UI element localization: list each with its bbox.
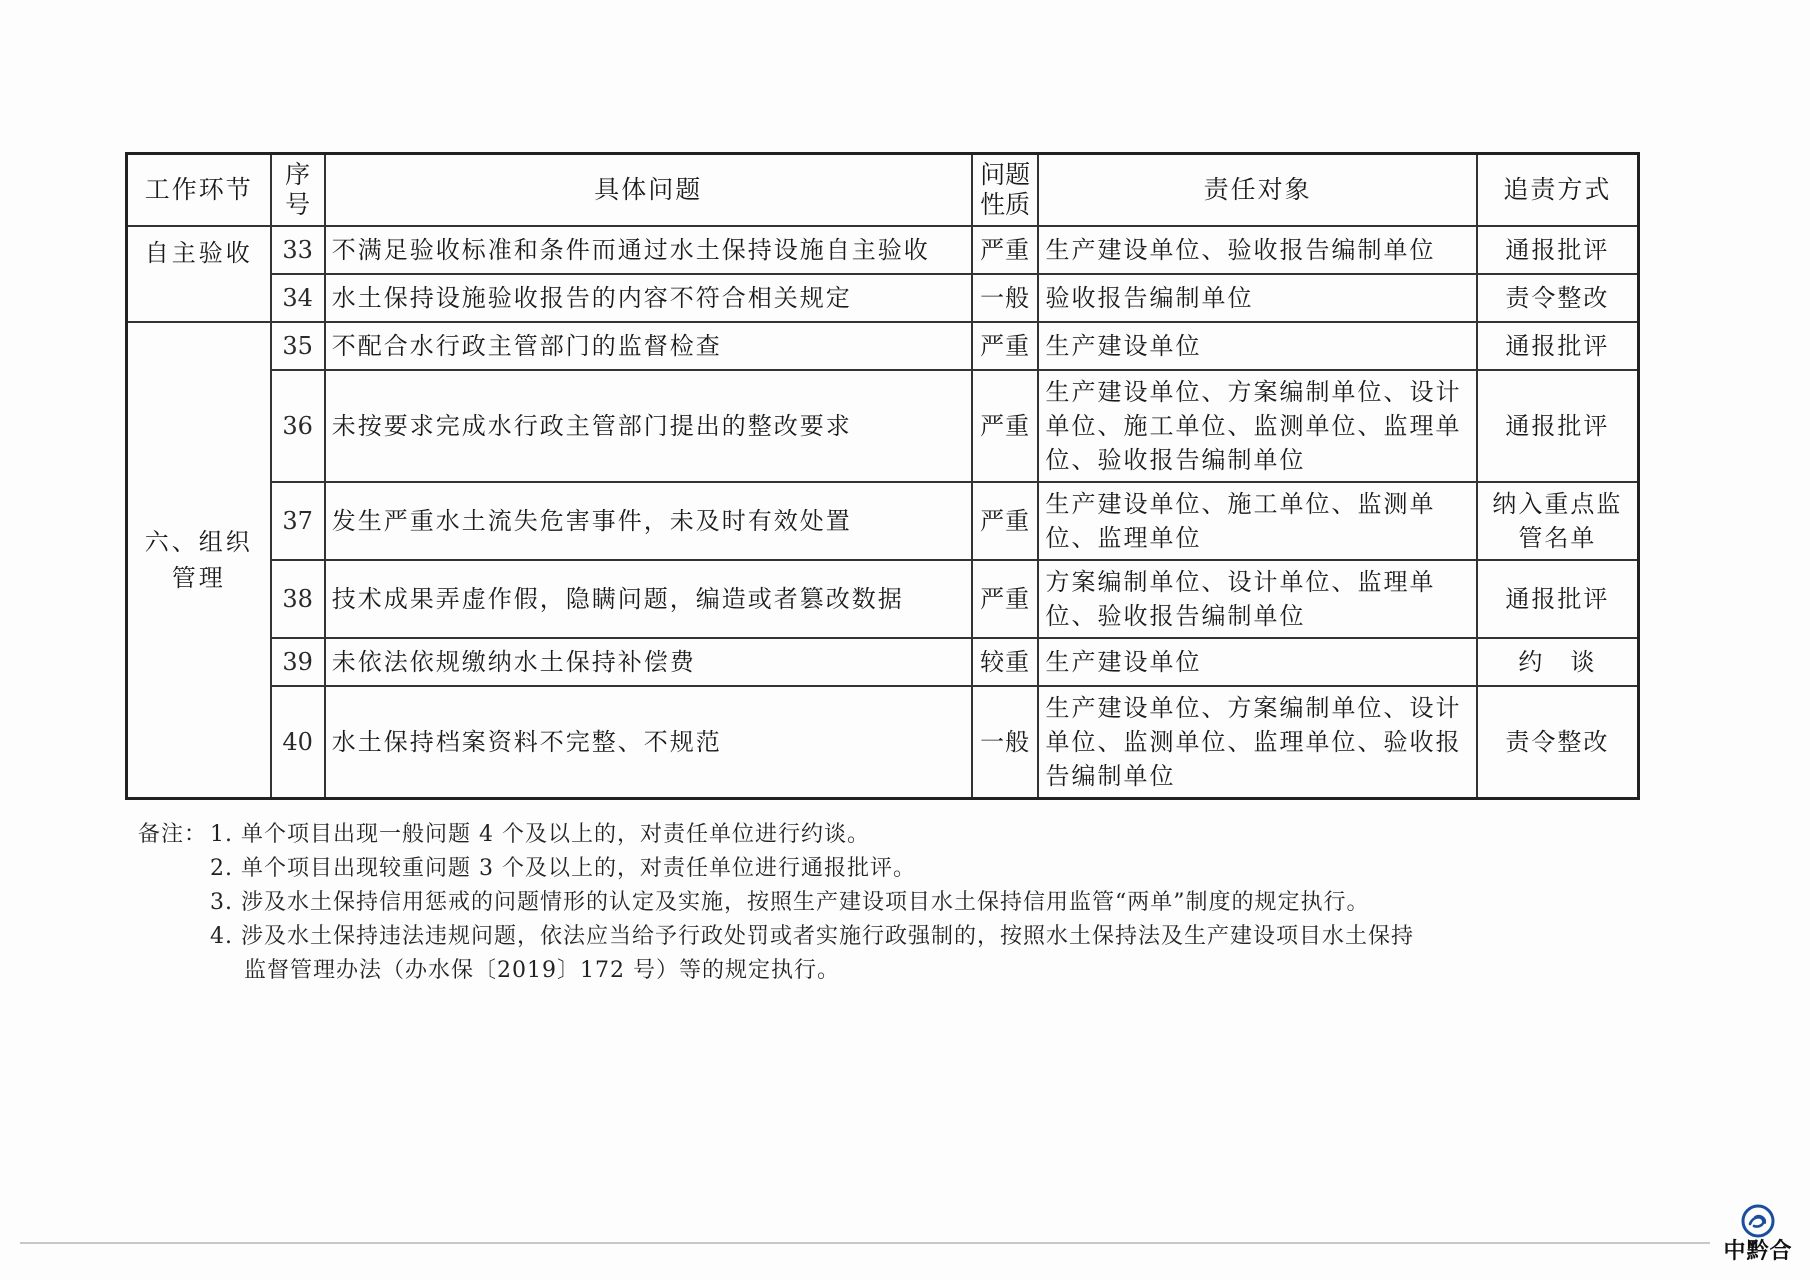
note-continuation: 监督管理办法（办水保〔2019〕172 号）等的规定执行。 — [244, 958, 840, 983]
row-nature: 严重 — [972, 560, 1039, 638]
table-row — [127, 226, 1639, 274]
row-party: 生产建设单位、方案编制单位、设计单位、监测单位、监理单位、验收报告编制单位 — [1038, 686, 1476, 799]
header-method: 追责方式 — [1477, 154, 1639, 226]
row-number: 37 — [271, 482, 325, 560]
note-text: 2. 单个项目出现较重问题 3 个及以上的，对责任单位进行通报批评。 — [210, 856, 916, 881]
row-party: 生产建设单位 — [1038, 322, 1476, 370]
row-party: 验收报告编制单位 — [1038, 274, 1476, 322]
row-party: 方案编制单位、设计单位、监理单位、验收报告编制单位 — [1038, 560, 1476, 638]
header-nature: 问题性质 — [972, 154, 1039, 226]
row-issue: 未按要求完成水行政主管部门提出的整改要求 — [325, 370, 972, 482]
footer-divider — [20, 1242, 1710, 1244]
row-nature: 严重 — [972, 322, 1039, 370]
header-issue: 具体问题 — [325, 154, 972, 226]
table-row — [127, 686, 1639, 799]
row-nature: 严重 — [972, 226, 1039, 274]
row-issue: 不配合水行政主管部门的监督检查 — [325, 322, 972, 370]
note-item — [138, 852, 1638, 886]
header-stage: 工作环节 — [127, 154, 271, 226]
header-party: 责任对象 — [1038, 154, 1476, 226]
row-number: 39 — [271, 638, 325, 686]
notes-prefix: 备注： — [138, 822, 208, 847]
table-row — [127, 370, 1639, 482]
row-method: 责令整改 — [1477, 274, 1639, 322]
row-issue: 水土保持档案资料不完整、不规范 — [325, 686, 972, 799]
swirl-logo-icon — [1741, 1204, 1775, 1238]
row-number: 36 — [271, 370, 325, 482]
row-number: 34 — [271, 274, 325, 322]
row-nature: 较重 — [972, 638, 1039, 686]
note-text: 3. 涉及水土保持信用惩戒的问题情形的认定及实施，按照生产建设项目水土保持信用监管“两单”制度的规定执行。 — [210, 890, 1370, 915]
note-text: 4. 涉及水土保持违法违规问题，依法应当给予行政处罚或者实施行政强制的，按照水土保持法及生产建设项目水土保持 — [210, 924, 1414, 949]
row-nature: 严重 — [972, 370, 1039, 482]
row-method: 通报批评 — [1477, 226, 1639, 274]
row-nature: 一般 — [972, 686, 1039, 799]
row-method: 责令整改 — [1477, 686, 1639, 799]
stage-cell-management — [127, 322, 271, 799]
row-nature: 严重 — [972, 482, 1039, 560]
row-party: 生产建设单位、验收报告编制单位 — [1038, 226, 1476, 274]
row-number: 38 — [271, 560, 325, 638]
row-party: 生产建设单位、施工单位、监测单位、监理单位 — [1038, 482, 1476, 560]
notes-section — [138, 818, 1638, 988]
table-row — [127, 638, 1639, 686]
row-issue: 水土保持设施验收报告的内容不符合相关规定 — [325, 274, 972, 322]
row-number: 35 — [271, 322, 325, 370]
row-issue: 未依法依规缴纳水土保持补偿费 — [325, 638, 972, 686]
table-row — [127, 274, 1639, 322]
note-item — [138, 886, 1638, 920]
row-method: 纳入重点监管名单 — [1477, 482, 1639, 560]
row-number: 33 — [271, 226, 325, 274]
accountability-table — [125, 152, 1640, 800]
row-party: 生产建设单位 — [1038, 638, 1476, 686]
header-no: 序号 — [271, 154, 325, 226]
note-item — [138, 818, 1638, 852]
row-issue: 不满足验收标准和条件而通过水土保持设施自主验收 — [325, 226, 972, 274]
table-row — [127, 482, 1639, 560]
brand-logo — [1718, 1204, 1798, 1274]
row-method: 通报批评 — [1477, 322, 1639, 370]
table-header-row — [127, 154, 1639, 226]
stage-cell-acceptance — [127, 226, 271, 322]
row-nature: 一般 — [972, 274, 1039, 322]
note-item — [138, 920, 1638, 954]
row-method: 约 谈 — [1477, 638, 1639, 686]
stage-label-acceptance: 自主验收 — [144, 238, 253, 267]
row-issue: 发生严重水土流失危害事件，未及时有效处置 — [325, 482, 972, 560]
note-text: 1. 单个项目出现一般问题 4 个及以上的，对责任单位进行约谈。 — [210, 822, 870, 847]
row-method: 通报批评 — [1477, 370, 1639, 482]
stage-label-management: 六、组织管理 — [144, 527, 253, 592]
row-method: 通报批评 — [1477, 560, 1639, 638]
row-issue: 技术成果弄虚作假，隐瞒问题，编造或者篡改数据 — [325, 560, 972, 638]
row-number: 40 — [271, 686, 325, 799]
table-row — [127, 322, 1639, 370]
logo-text: 中黔合 — [1723, 1239, 1793, 1264]
row-party: 生产建设单位、方案编制单位、设计单位、施工单位、监测单位、监理单位、验收报告编制单位 — [1038, 370, 1476, 482]
table-row — [127, 560, 1639, 638]
